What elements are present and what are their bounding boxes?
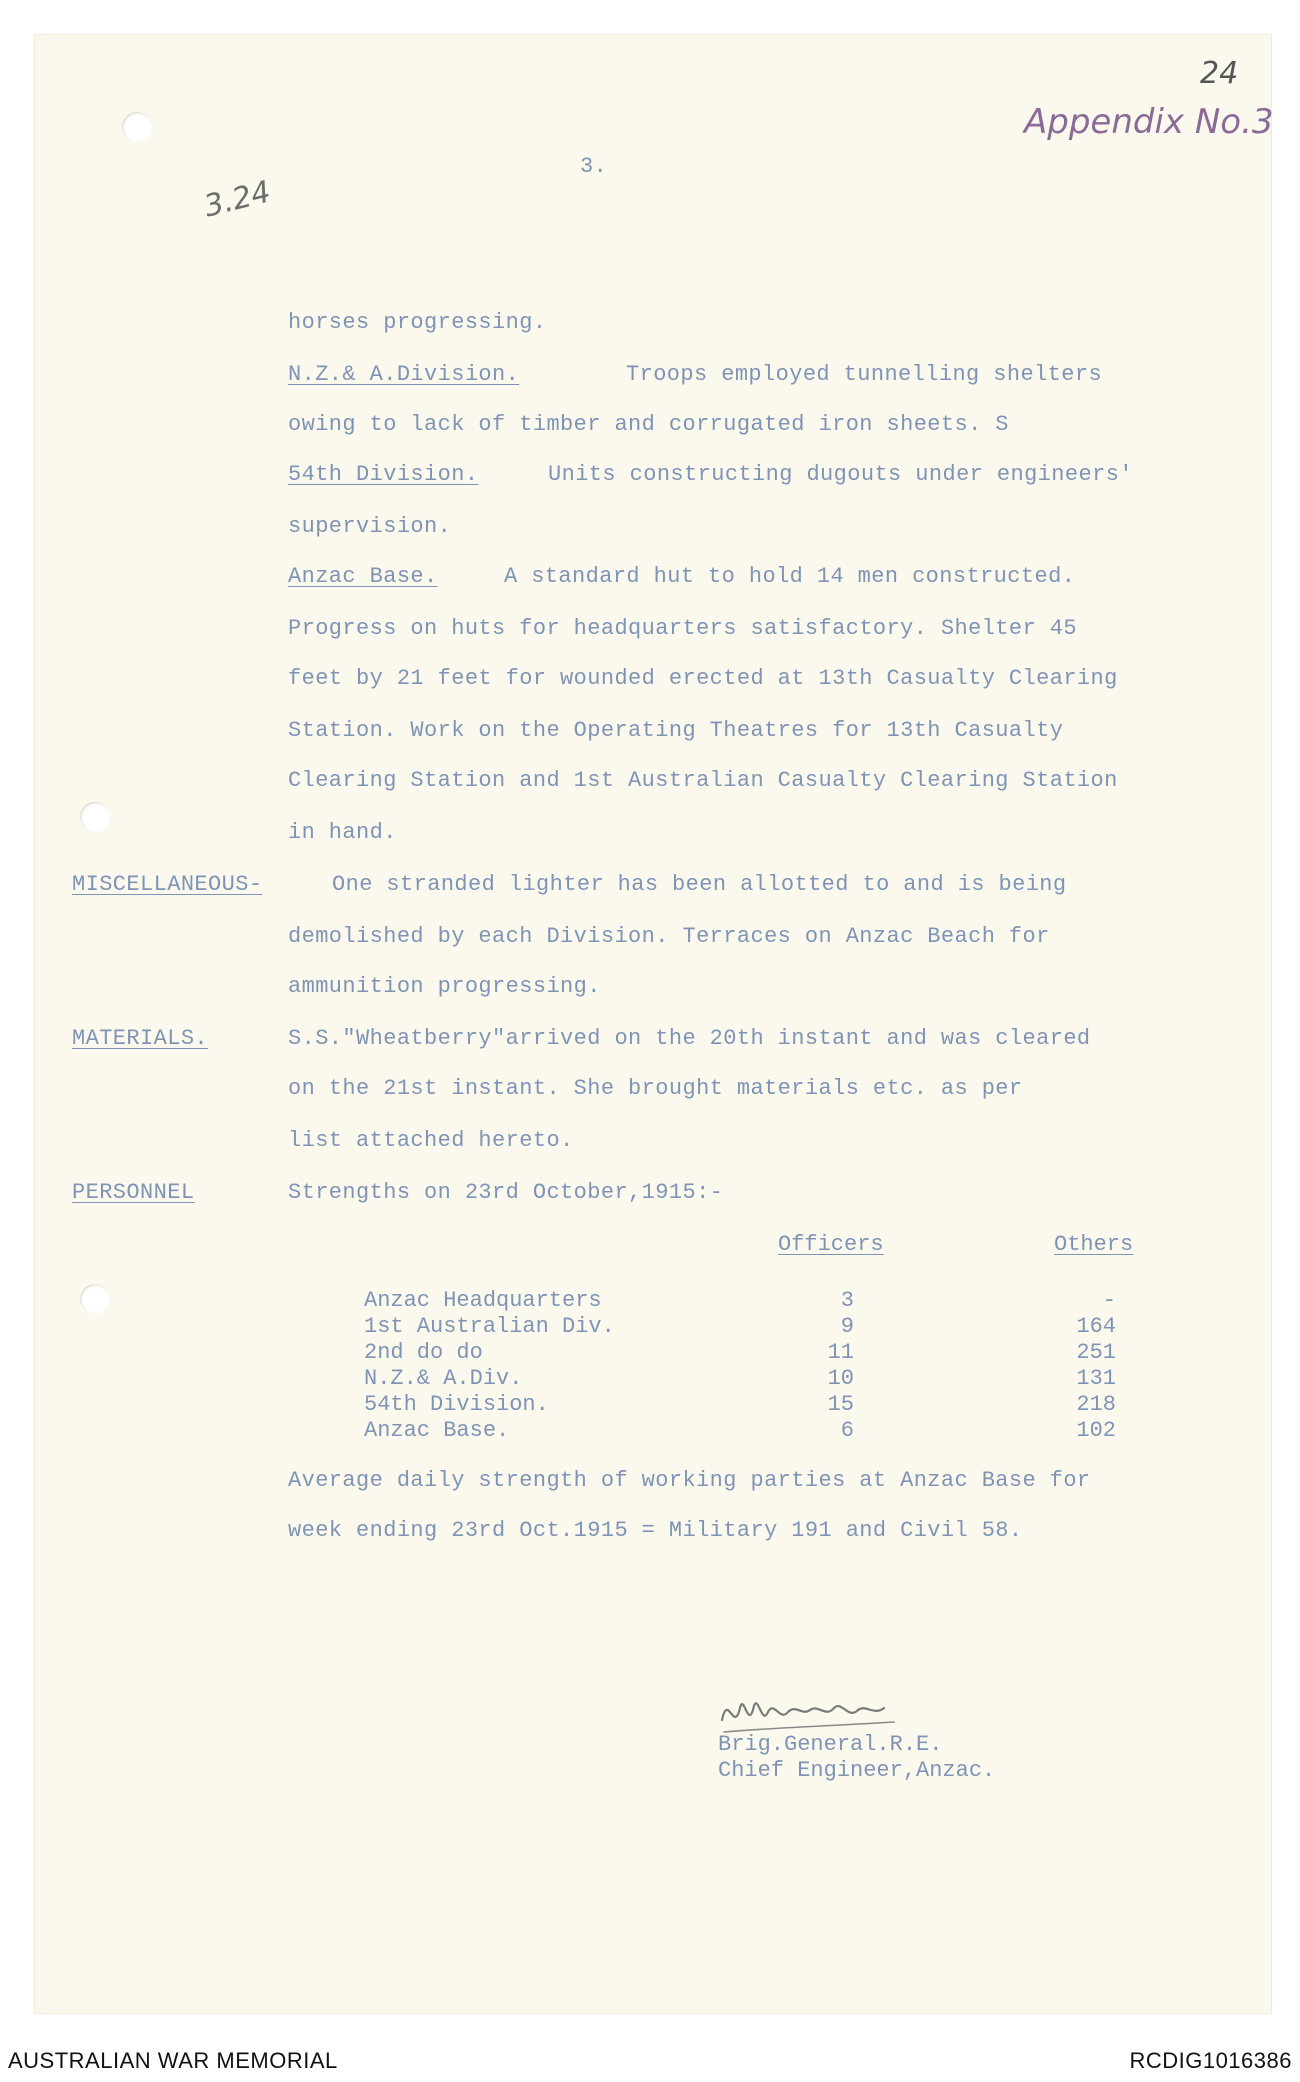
body-line: ammunition progressing.: [288, 974, 601, 999]
appendix-stamp: Appendix No.3: [1024, 102, 1274, 142]
margin-heading-personnel: PERSONNEL: [72, 1180, 195, 1205]
table-cell-others: 102: [1076, 1418, 1116, 1443]
margin-heading-materials: MATERIALS.: [72, 1026, 209, 1051]
body-line: owing to lack of timber and corrugated iron sheets. S: [288, 412, 1009, 437]
body-line: Progress on huts for headquarters satisfactory. Shelter 45: [288, 616, 1077, 641]
margin-heading-miscellaneous: MISCELLANEOUS-: [72, 872, 263, 897]
punch-hole: [80, 1284, 110, 1314]
body-line: list attached hereto.: [288, 1128, 574, 1153]
table-cell-others: 218: [1076, 1392, 1116, 1417]
signatory-rank: Brig.General.R.E.: [718, 1732, 943, 1757]
punch-hole: [80, 802, 110, 832]
pencil-annotation: 3.24: [200, 174, 275, 225]
body-line: A standard hut to hold 14 men constructed.: [504, 564, 1076, 589]
table-cell-officers: 10: [827, 1366, 854, 1391]
body-line: Average daily strength of working parties at Anzac Base for: [288, 1468, 1091, 1493]
body-line: demolished by each Division. Terraces on Anzac Beach for: [288, 924, 1050, 949]
column-header-others: Others: [1054, 1232, 1134, 1257]
table-cell-officers: 9: [840, 1314, 854, 1339]
body-line: S.S."Wheatberry"arrived on the 20th instant and was cleared: [288, 1026, 1091, 1051]
table-cell-others: 251: [1076, 1340, 1116, 1365]
body-line: Units constructing dugouts under engineers': [548, 462, 1133, 487]
table-cell-unit: N.Z.& A.Div.: [364, 1366, 523, 1391]
footer-institution: AUSTRALIAN WAR MEMORIAL: [8, 2048, 338, 2073]
body-line: on the 21st instant. She brought materials etc. as per: [288, 1076, 1023, 1101]
document-page: [34, 34, 1272, 2014]
body-line: week ending 23rd Oct.1915 = Military 191 and Civil 58.: [288, 1518, 1023, 1543]
table-cell-unit: 2nd do do: [364, 1340, 483, 1365]
table-cell-unit: 1st Australian Div.: [364, 1314, 615, 1339]
signatory-title: Chief Engineer,Anzac.: [718, 1758, 996, 1783]
footer-record-id: RCDIG1016386: [1129, 2048, 1292, 2073]
table-cell-unit: 54th Division.: [364, 1392, 549, 1417]
folio-number: 24: [1200, 56, 1239, 91]
table-cell-others: 131: [1076, 1366, 1116, 1391]
table-cell-unit: Anzac Base.: [364, 1418, 510, 1443]
table-cell-unit: Anzac Headquarters: [364, 1288, 602, 1313]
body-line: Troops employed tunnelling shelters: [626, 362, 1103, 387]
table-cell-others: 164: [1076, 1314, 1116, 1339]
body-line: horses progressing.: [288, 310, 547, 335]
body-line: supervision.: [288, 514, 452, 539]
section-heading-anzac-base: Anzac Base.: [288, 564, 438, 589]
section-heading-54th-division: 54th Division.: [288, 462, 479, 487]
table-cell-officers: 3: [840, 1288, 854, 1313]
column-header-officers: Officers: [778, 1232, 884, 1257]
punch-hole: [122, 112, 152, 142]
section-heading-nz-division: N.Z.& A.Division.: [288, 362, 520, 387]
body-line: feet by 21 feet for wounded erected at 13th Casualty Clearing: [288, 666, 1118, 691]
body-line: Station. Work on the Operating Theatres for 13th Casualty: [288, 718, 1064, 743]
table-cell-others: -: [1102, 1288, 1116, 1313]
table-cell-officers: 15: [827, 1392, 854, 1417]
table-cell-officers: 11: [827, 1340, 854, 1365]
body-line: One stranded lighter has been allotted to and is being: [332, 872, 1067, 897]
table-cell-officers: 6: [840, 1418, 854, 1443]
page-number: 3.: [580, 154, 608, 179]
body-line: in hand.: [288, 820, 397, 845]
body-line: Clearing Station and 1st Australian Casualty Clearing Station: [288, 768, 1118, 793]
body-line: Strengths on 23rd October,1915:-: [288, 1180, 724, 1205]
